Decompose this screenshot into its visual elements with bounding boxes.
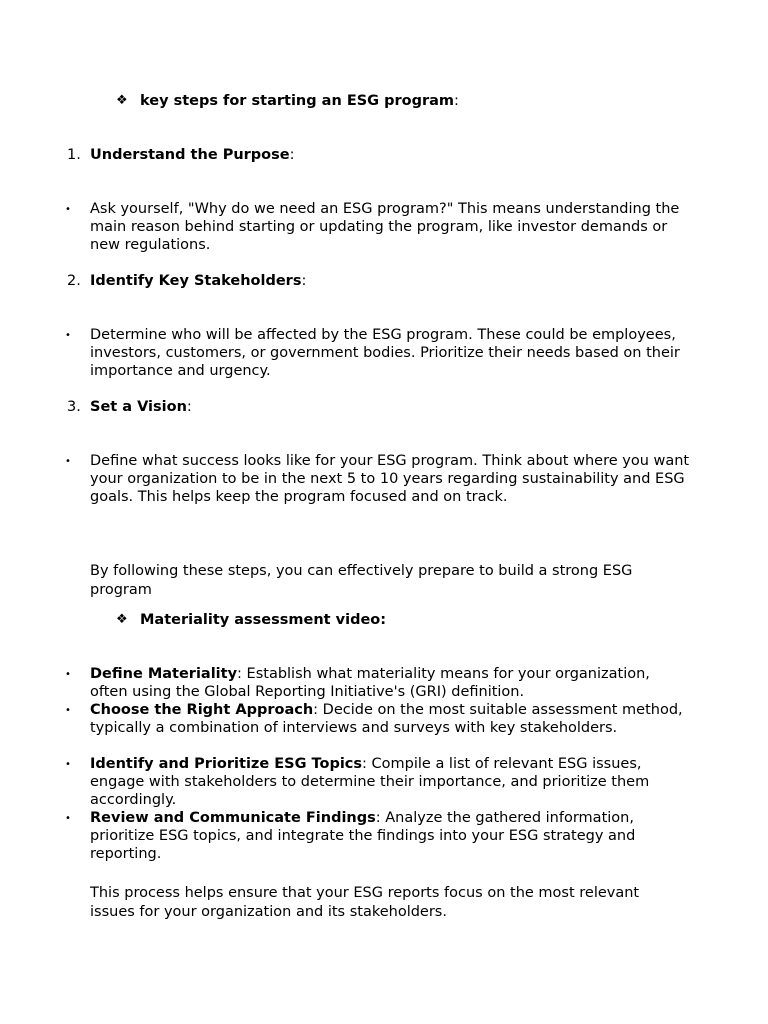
step-colon: : [301, 273, 307, 289]
materiality-item [90, 755, 690, 809]
step-number: 3. [67, 399, 81, 415]
materiality-text: : Decide on the most suitable assessment method, typically a combination of interviews and surveys with key stakeholders. [90, 702, 683, 736]
diamond-bullet-icon: ❖ [116, 93, 128, 108]
step-title: Identify Key Stakeholders [90, 273, 302, 289]
step-heading [90, 146, 690, 164]
bullet-icon: • [65, 204, 71, 215]
materiality-item [90, 665, 690, 701]
materiality-term: Identify and Prioritize ESG Topics [90, 756, 363, 772]
step-colon: : [186, 399, 192, 415]
bullet-icon: • [65, 813, 71, 824]
materiality-term: Review and Communicate Findings [90, 810, 376, 826]
materiality-term: Choose the Right Approach [90, 702, 314, 718]
step-heading [90, 398, 690, 416]
step-description: Determine who will be affected by the ESG program. These could be employees, investors, customers, or government bodies. Prioritize their needs based on their importance and urgency. [90, 327, 680, 379]
section-heading-materiality: Materiality assessment video: [140, 612, 387, 628]
bullet-icon: • [65, 456, 71, 467]
section-heading-title: key steps for starting an ESG program [140, 93, 455, 109]
step-description: Define what success looks like for your ESG program. Think about where you want your organization to be in the next 5 to 10 years regarding sustainability and ESG goals. This helps keep the program focused and on track. [90, 453, 690, 505]
closing-paragraph: This process helps ensure that your ESG reports focus on the most relevant issues for your organization and its stakeholders. [90, 885, 640, 920]
bullet-icon: • [65, 705, 71, 716]
materiality-text: : Compile a list of relevant ESG issues, engage with stakeholders to determine their importance, and prioritize them accordingly. [90, 756, 650, 808]
step-title: Set a Vision [90, 399, 187, 415]
bullet-icon: • [65, 669, 71, 680]
bullet-icon: • [65, 759, 71, 770]
step-heading [90, 272, 690, 290]
step-number: 2. [67, 273, 81, 289]
step-number: 1. [67, 147, 81, 163]
step-title: Understand the Purpose [90, 147, 290, 163]
materiality-text: : Analyze the gathered information, prioritize ESG topics, and integrate the findings into your ESG strategy and reporting. [90, 810, 636, 862]
step-colon: : [289, 147, 295, 163]
materiality-term: Define Materiality [90, 666, 238, 682]
section-heading-key-steps [140, 92, 459, 110]
materiality-item [90, 809, 690, 863]
materiality-item [90, 701, 690, 737]
diamond-bullet-icon: ❖ [116, 612, 128, 627]
materiality-text: : Establish what materiality means for your organization, often using the Global Reporting Initiative's (GRI) definition. [90, 666, 650, 700]
summary-paragraph: By following these steps, you can effectively prepare to build a strong ESG program [90, 563, 633, 598]
step-description: Ask yourself, "Why do we need an ESG program?" This means understanding the main reason behind starting or updating the program, like investor demands or new regulations. [90, 201, 680, 253]
bullet-icon: • [65, 330, 71, 341]
section-heading-colon: : [454, 93, 459, 109]
